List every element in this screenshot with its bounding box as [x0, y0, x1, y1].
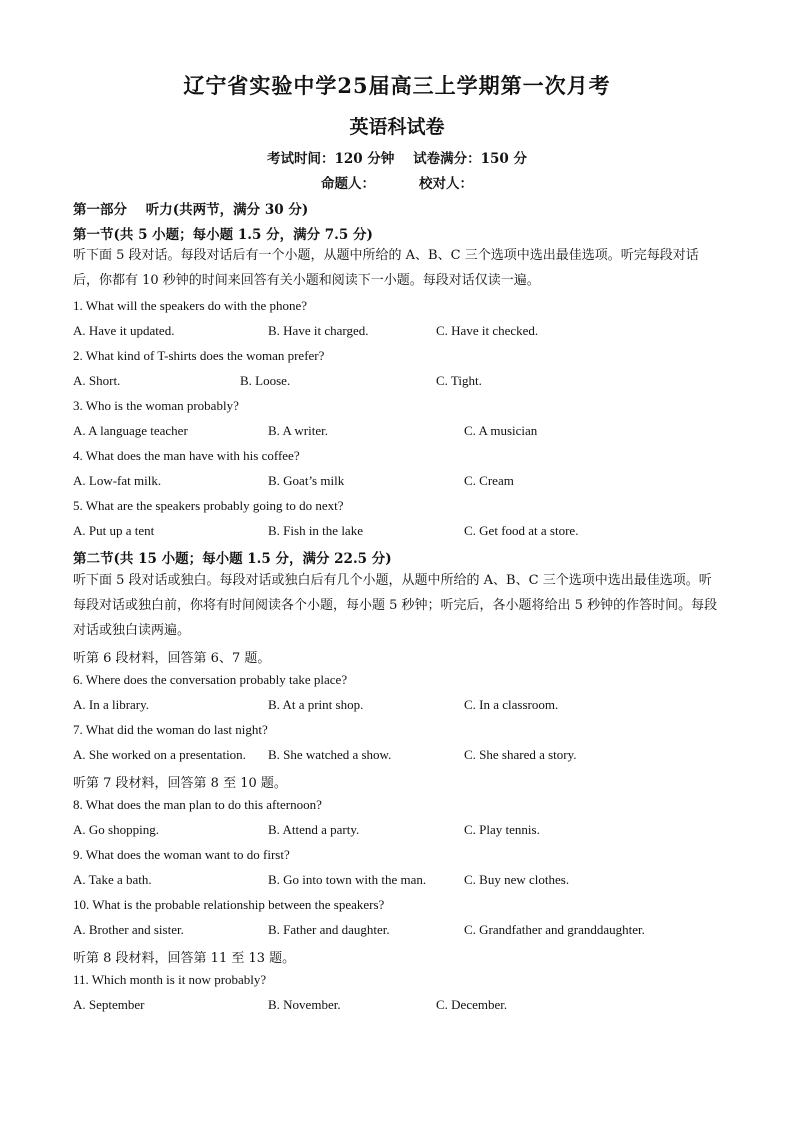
question-9: 9. What does the woman want to do first? [73, 847, 290, 862]
material-8-note: 听第 8 段材料，回答第 11 至 13 题。 [73, 951, 296, 966]
q1-option-b: B. Have it charged. [268, 323, 369, 338]
q5-option-a: A. Put up a tent [73, 523, 155, 538]
q11-option-b: B. November. [268, 997, 341, 1012]
question-6: 6. Where does the conversation probably take place? [73, 672, 348, 687]
q8-option-b: B. Attend a party. [268, 822, 360, 837]
q5-option-b: B. Fish in the lake [268, 523, 363, 538]
q10-option-c: C. Grandfather and granddaughter. [464, 922, 645, 937]
q2-option-a: A. Short. [73, 373, 121, 388]
q11-option-a: A. September [73, 997, 145, 1012]
q1-option-a: A. Have it updated. [73, 323, 175, 338]
section1-instructions: 听下面 5 段对话。每段对话后有一个小题，从题中所给的 A、B、C 三个选项中选出最佳选项。听完每段对话后，你都有 10 秒钟的时间来回答有关小题和阅读下一小题。每段对话仅读一遍。 [73, 248, 699, 288]
question-11: 11. Which month is it now probably? [73, 972, 267, 987]
q6-option-a: A. In a library. [73, 697, 150, 712]
q7-option-a: A. She worked on a presentation. [73, 747, 246, 762]
exam-subtitle: 英语科试卷 [349, 116, 445, 138]
question-1: 1. What will the speakers do with the phone? [73, 298, 308, 313]
q2-option-c: C. Tight. [436, 373, 482, 388]
q9-option-b: B. Go into town with the man. [268, 872, 427, 887]
material-6-note: 听第 6 段材料，回答第 6、7 题。 [73, 651, 271, 666]
q8-option-a: A. Go shopping. [73, 822, 159, 837]
question-2: 2. What kind of T-shirts does the woman prefer? [73, 348, 325, 363]
part1-heading: 第一部分 听力(共两节，满分 30 分) [73, 202, 309, 218]
section1-heading: 第一节(共 5 小题；每小题 1.5 分，满分 7.5 分) [73, 227, 373, 243]
q10-option-b: B. Father and daughter. [268, 922, 390, 937]
q10-option-a: A. Brother and sister. [73, 922, 184, 937]
section2-instructions: 听下面 5 段对话或独白。每段对话或独白后有几个小题，从题中所给的 A、B、C 三个选项中选出最佳选项。听每段对话或独白前，你将有时间阅读各个小题，每小题 5 秒钟；听完后，各小题将给出 5 秒钟的作答时间。每段对话或独白读两遍。 [73, 573, 718, 638]
exam-time-score: 考试时间：120 分钟 试卷满分：150 分 [266, 151, 528, 167]
question-8: 8. What does the man plan to do this afternoon? [73, 797, 322, 812]
q6-option-b: B. At a print shop. [268, 697, 364, 712]
q4-option-b: B. Goat’s milk [268, 473, 345, 488]
question-7: 7. What did the woman do last night? [73, 722, 268, 737]
q9-option-c: C. Buy new clothes. [464, 872, 570, 887]
setter-label: 命题人： [321, 176, 375, 192]
q7-option-c: C. She shared a story. [464, 747, 577, 762]
material-7-note: 听第 7 段材料，回答第 8 至 10 题。 [73, 776, 287, 791]
q6-option-c: C. In a classroom. [464, 697, 559, 712]
q9-option-a: A. Take a bath. [73, 872, 152, 887]
q8-option-c: C. Play tennis. [464, 822, 540, 837]
exam-title: 辽宁省实验中学25届高三上学期第一次月考 [183, 73, 611, 98]
checker-label: 校对人： [419, 176, 473, 192]
question-5: 5. What are the speakers probably going to do next? [73, 498, 344, 513]
q3-option-b: B. A writer. [268, 423, 328, 438]
q4-option-a: A. Low-fat milk. [73, 473, 162, 488]
q3-option-c: C. A musician [464, 423, 538, 438]
section2-heading: 第二节(共 15 小题；每小题 1.5 分，满分 22.5 分) [73, 551, 392, 567]
q5-option-c: C. Get food at a store. [464, 523, 579, 538]
q11-option-c: C. December. [436, 997, 508, 1012]
exam-staff [0, 172, 794, 192]
q1-option-c: C. Have it checked. [436, 323, 539, 338]
question-10: 10. What is the probable relationship between the speakers? [73, 897, 385, 912]
question-3: 3. Who is the woman probably? [73, 398, 239, 413]
q7-option-b: B. She watched a show. [268, 747, 392, 762]
q4-option-c: C. Cream [464, 473, 514, 488]
q2-option-b: B. Loose. [240, 373, 291, 388]
q3-option-a: A. A language teacher [73, 423, 188, 438]
question-4: 4. What does the man have with his coffee? [73, 448, 300, 463]
